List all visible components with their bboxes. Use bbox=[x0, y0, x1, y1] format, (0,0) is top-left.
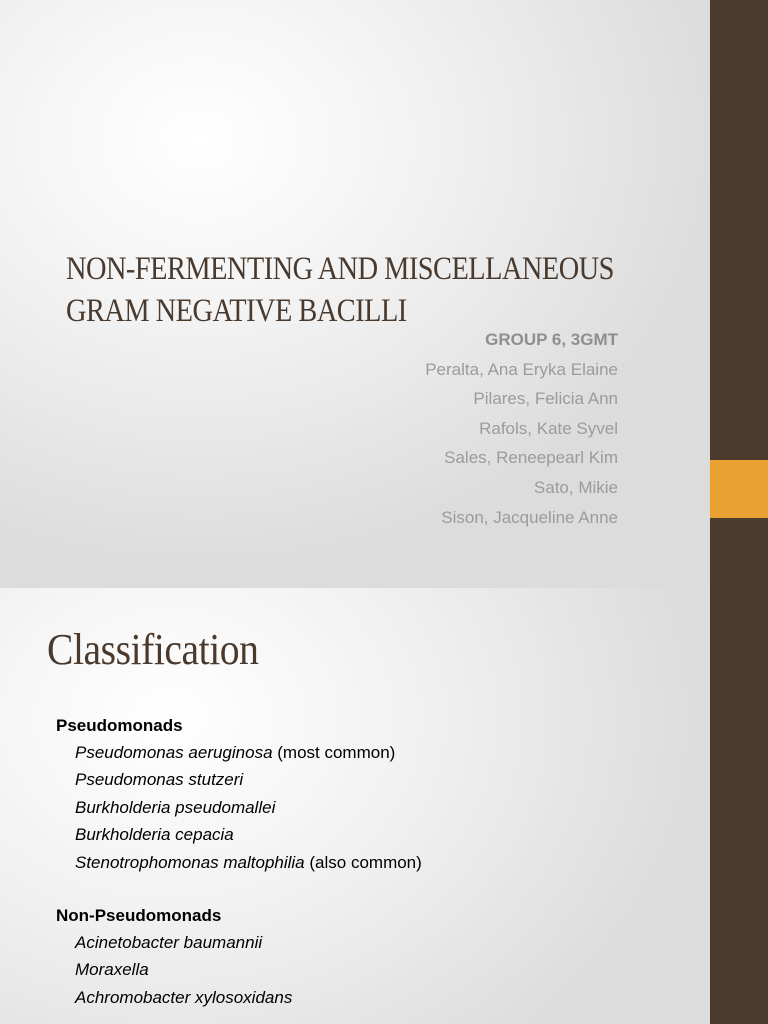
accent-block bbox=[710, 460, 768, 518]
author-name: Peralta, Ana Eryka Elaine bbox=[425, 359, 618, 379]
sidebar-bar bbox=[710, 0, 768, 1024]
slide-heading: Classification bbox=[47, 625, 259, 674]
non-pseudomonads-section bbox=[56, 902, 292, 1011]
list-item bbox=[56, 956, 292, 983]
section-title: Non-Pseudomonads bbox=[56, 906, 222, 925]
species-name: Acinetobacter baumannii bbox=[75, 933, 263, 952]
group-label: GROUP 6, 3GMT bbox=[485, 330, 618, 349]
list-item bbox=[56, 984, 292, 1011]
author-list bbox=[425, 325, 618, 532]
species-name: Achromobacter xylosoxidans bbox=[75, 987, 293, 1007]
list-item bbox=[56, 739, 422, 766]
species-name: Stenotrophomonas maltophilia bbox=[75, 852, 305, 872]
presentation-title bbox=[66, 248, 616, 332]
species-name: Burkholderia pseudomallei bbox=[75, 797, 276, 817]
species-note: (also common) bbox=[304, 852, 422, 872]
author-name: Sison, Jacqueline Anne bbox=[441, 507, 618, 527]
species-name: Pseudomonas aeruginosa bbox=[75, 743, 273, 762]
list-item bbox=[56, 929, 292, 956]
title-line-1: NON-FERMENTING AND MISCELLANEOUS bbox=[66, 251, 614, 287]
list-item bbox=[56, 766, 422, 793]
list-item bbox=[56, 821, 422, 848]
species-name: Pseudomonas stutzeri bbox=[75, 770, 244, 790]
classification-slide bbox=[0, 588, 710, 1024]
author-name: Rafols, Kate Syvel bbox=[479, 418, 618, 438]
author-name: Pilares, Felicia Ann bbox=[473, 389, 618, 409]
pseudomonads-section bbox=[56, 712, 422, 876]
title-line-2: GRAM NEGATIVE BACILLI bbox=[66, 293, 407, 329]
list-item bbox=[56, 794, 422, 821]
author-name: Sato, Mikie bbox=[533, 477, 618, 497]
species-name: Moraxella bbox=[75, 960, 149, 980]
species-note: (most common) bbox=[272, 743, 396, 762]
list-item bbox=[56, 849, 422, 876]
species-name: Burkholderia cepacia bbox=[75, 825, 234, 845]
author-name: Sales, Reneepearl Kim bbox=[444, 448, 618, 468]
section-title: Pseudomonads bbox=[56, 716, 183, 735]
